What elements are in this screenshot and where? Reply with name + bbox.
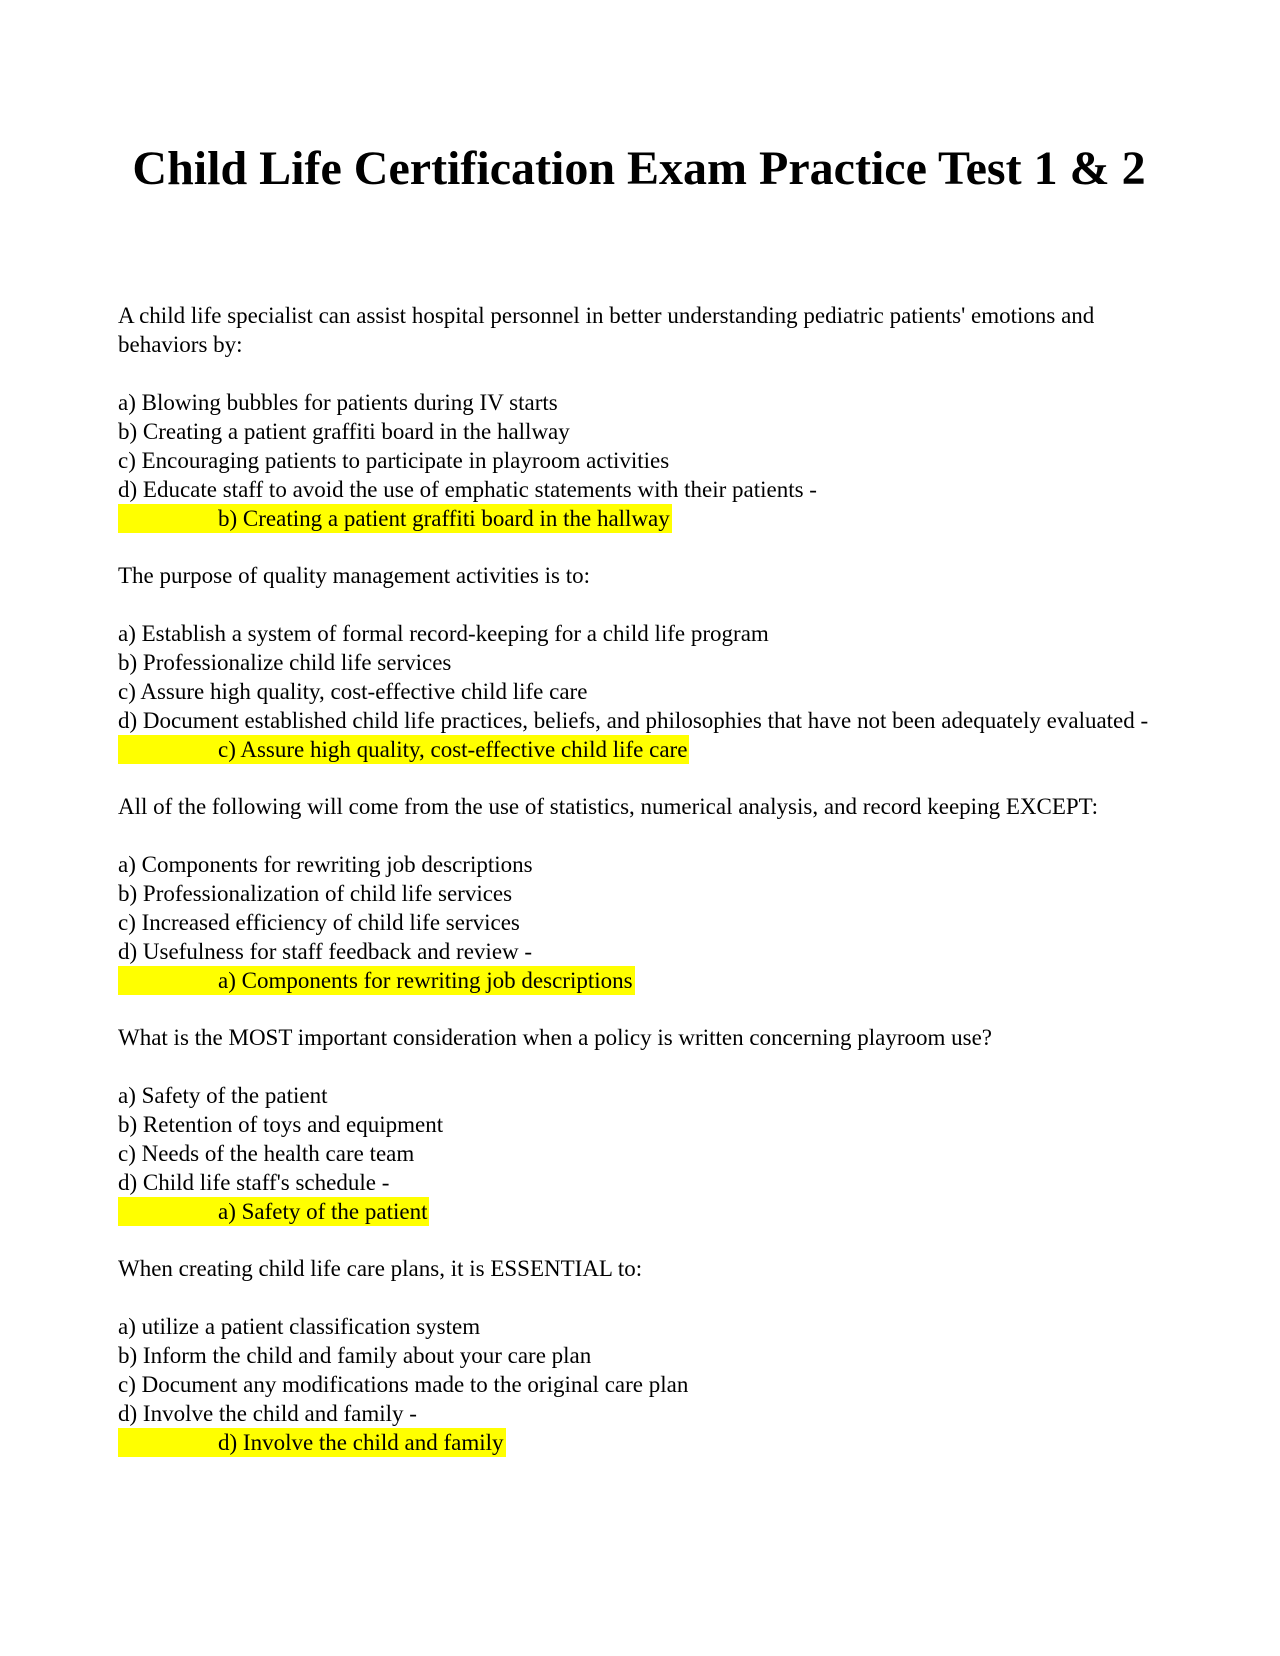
answer-option-b: b) Retention of toys and equipment — [118, 1112, 444, 1137]
answer-option-a: a) Blowing bubbles for patients during IV starts — [118, 390, 558, 415]
answer-option-d: d) Document established child life practices, beliefs, and philosophies that have not been adequately evaluated - — [118, 708, 1149, 733]
correct-answer-highlight: c) Assure high quality, cost-effective child life care — [118, 735, 689, 764]
correct-answer-line — [118, 504, 1168, 533]
correct-answer-highlight: d) Involve the child and family — [118, 1428, 506, 1457]
answer-option-b: b) Inform the child and family about your care plan — [118, 1343, 592, 1368]
answer-option-c: c) Needs of the health care team — [118, 1141, 415, 1166]
question-prompt: All of the following will come from the use of statistics, numerical analysis, and record keeping EXCEPT: — [118, 794, 1098, 819]
correct-answer-highlight: a) Components for rewriting job descriptions — [118, 966, 635, 995]
correct-answer-highlight: b) Creating a patient graffiti board in the hallway — [118, 504, 672, 533]
answer-option-a: a) Establish a system of formal record-keeping for a child life program — [118, 621, 769, 646]
correct-answer-line — [118, 1197, 1168, 1226]
answer-option-b: b) Professionalization of child life services — [118, 881, 513, 906]
question-block-2 — [118, 561, 1168, 764]
question-block-1 — [118, 301, 1168, 533]
answer-option-d: d) Child life staff's schedule - — [118, 1170, 390, 1195]
question-block-3 — [118, 792, 1168, 995]
answer-option-a: a) Safety of the patient — [118, 1083, 328, 1108]
answer-option-c: c) Increased efficiency of child life services — [118, 910, 520, 935]
question-prompt: The purpose of quality management activities is to: — [118, 563, 591, 588]
answer-option-b: b) Professionalize child life services — [118, 650, 452, 675]
answer-option-d: d) Educate staff to avoid the use of emphatic statements with their patients - — [118, 477, 817, 502]
question-prompt: When creating child life care plans, it is ESSENTIAL to: — [118, 1256, 643, 1281]
question-block-5 — [118, 1254, 1168, 1457]
question-block-4 — [118, 1023, 1168, 1226]
answer-option-c: c) Document any modifications made to the original care plan — [118, 1372, 689, 1397]
answer-option-d: d) Involve the child and family - — [118, 1401, 417, 1426]
correct-answer-line — [118, 735, 1168, 764]
answer-option-a: a) Components for rewriting job descriptions — [118, 852, 533, 877]
question-prompt: What is the MOST important consideration when a policy is written concerning playroom use? — [118, 1025, 993, 1050]
answer-option-d: d) Usefulness for staff feedback and review - — [118, 939, 533, 964]
correct-answer-line — [118, 966, 1168, 995]
correct-answer-highlight: a) Safety of the patient — [118, 1197, 429, 1226]
question-list — [118, 301, 1168, 1485]
correct-answer-line — [118, 1428, 1168, 1457]
document-title: Child Life Certification Exam Practice Test 1 & 2 — [132, 142, 1146, 195]
answer-option-a: a) utilize a patient classification system — [118, 1314, 481, 1339]
answer-option-b: b) Creating a patient graffiti board in the hallway — [118, 419, 570, 444]
question-prompt: A child life specialist can assist hospital personnel in better understanding pediatric patients' emotions and behaviors by: — [118, 303, 1095, 357]
answer-option-c: c) Assure high quality, cost-effective child life care — [118, 679, 588, 704]
answer-option-c: c) Encouraging patients to participate in playroom activities — [118, 448, 670, 473]
